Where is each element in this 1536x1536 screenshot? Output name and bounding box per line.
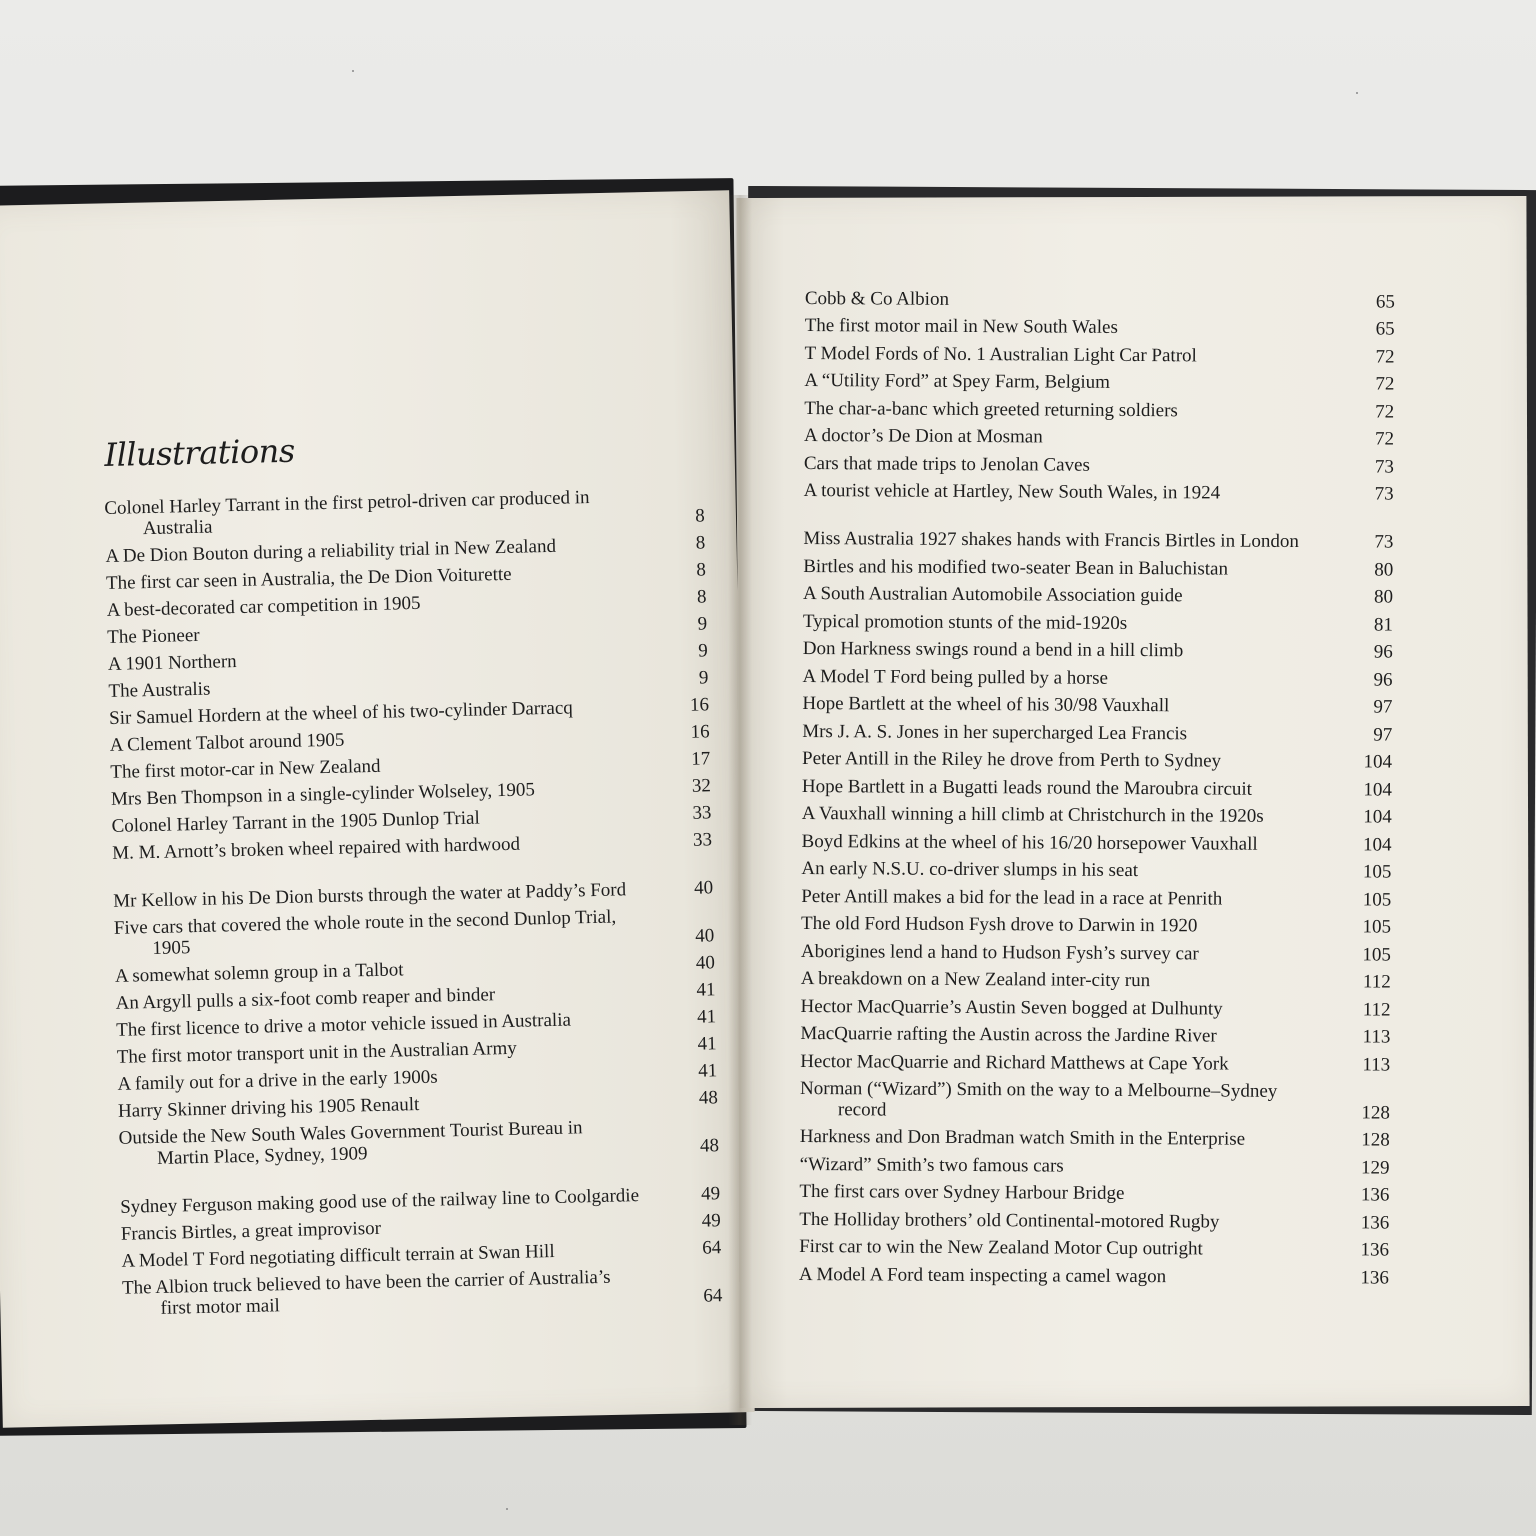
page-number: 105 bbox=[1362, 943, 1391, 966]
page-number: 72 bbox=[1374, 428, 1395, 450]
page-number: 41 bbox=[696, 1006, 717, 1028]
page-number: 40 bbox=[693, 877, 714, 899]
illustration-caption: Sydney Ferguson making good use of the railway line to Coolgardie bbox=[119, 1185, 640, 1218]
page-number: 136 bbox=[1360, 1211, 1390, 1234]
illustration-caption: Sir Samuel Hordern at the wheel of his two-cylinder Darracq bbox=[108, 697, 574, 729]
illustration-entry bbox=[803, 659, 1393, 690]
page-number: 104 bbox=[1363, 778, 1392, 801]
page-number: 16 bbox=[689, 694, 710, 716]
page-number: 112 bbox=[1362, 998, 1391, 1021]
illustration-caption: An early N.S.U. co-driver slumps in his seat bbox=[801, 857, 1139, 882]
page-number: 9 bbox=[698, 640, 708, 662]
illustration-caption: Aborigines lend a hand to Hudson Fysh’s survey car bbox=[800, 940, 1199, 964]
illustration-entry bbox=[801, 851, 1391, 882]
illustration-entry bbox=[801, 989, 1391, 1020]
page-number: 97 bbox=[1373, 696, 1393, 718]
illustration-entry bbox=[804, 363, 1394, 394]
illustration-caption: The Holliday brothers’ old Continental-motored Rugby bbox=[799, 1208, 1220, 1233]
page-number: 65 bbox=[1375, 290, 1395, 313]
page-number: 73 bbox=[1374, 483, 1394, 505]
page-number: 16 bbox=[690, 721, 710, 743]
illustration-caption: Hector MacQuarrie and Richard Matthews at Cape York bbox=[800, 1050, 1229, 1075]
illustration-caption: Peter Antill makes a bid for the lead in a race at Penrith bbox=[801, 885, 1223, 910]
page-number: 33 bbox=[692, 802, 712, 824]
illustration-entry bbox=[800, 1016, 1390, 1047]
illustration-caption: Don Harkness swings round a bend in a hill climb bbox=[802, 637, 1184, 662]
illustration-caption: A doctor’s De Dion at Mosman bbox=[803, 424, 1043, 448]
page-number: 72 bbox=[1375, 373, 1395, 395]
illustration-entry bbox=[803, 604, 1393, 635]
illustration-caption: The Pioneer bbox=[107, 624, 200, 648]
page-number: 81 bbox=[1373, 613, 1393, 636]
illustration-caption: A family out for a drive in the early 1900s bbox=[117, 1066, 438, 1095]
illustration-entry bbox=[799, 1202, 1389, 1233]
illustration-entry bbox=[804, 446, 1394, 477]
page-number: 48 bbox=[698, 1087, 719, 1109]
illustration-caption: The first car seen in Australia, the De Dion Voiturette bbox=[105, 563, 512, 594]
page-number: 65 bbox=[1375, 318, 1395, 340]
illustration-caption: Hope Bartlett in a Bugatti leads round the Maroubra circuit bbox=[801, 775, 1253, 800]
dust-speck bbox=[506, 1508, 508, 1510]
illustration-caption: Cars that made trips to Jenolan Caves bbox=[803, 452, 1090, 476]
page-number: 40 bbox=[694, 925, 715, 947]
page-number: 64 bbox=[702, 1237, 722, 1259]
illustration-caption: Five cars that covered the whole route in the second Dunlop Trial, 1905 bbox=[113, 906, 617, 960]
illustration-entry bbox=[800, 1119, 1390, 1150]
illustration-caption: A somewhat solemn group in a Talbot bbox=[114, 959, 404, 987]
illustration-entry bbox=[800, 1071, 1390, 1123]
page-number: 9 bbox=[698, 667, 709, 689]
illustration-caption: The first cars over Sydney Harbour Bridge bbox=[799, 1180, 1125, 1204]
illustration-caption: “Wizard” Smith’s two famous cars bbox=[799, 1153, 1064, 1177]
illustration-entry bbox=[804, 473, 1394, 504]
page-number: 9 bbox=[697, 613, 708, 635]
illustration-entry bbox=[803, 549, 1393, 580]
illustration-entry bbox=[800, 1044, 1390, 1075]
illustration-caption: The first motor mail in New South Wales bbox=[804, 314, 1118, 338]
page-number: 72 bbox=[1375, 400, 1395, 423]
book-gutter bbox=[728, 195, 752, 1425]
illustration-caption: Norman (“Wizard”) Smith on the way to a Melbourne–Sydney record bbox=[800, 1077, 1278, 1121]
illustration-caption: MacQuarrie rafting the Austin across the Jardine River bbox=[800, 1022, 1217, 1047]
page-number: 64 bbox=[703, 1285, 723, 1307]
illustration-caption: Hope Bartlett at the wheel of his 30/98 Vauxhall bbox=[802, 692, 1170, 717]
page-number: 8 bbox=[694, 505, 705, 527]
illustration-caption: A South Australian Automobile Association guide bbox=[803, 582, 1183, 607]
page-number: 136 bbox=[1360, 1184, 1390, 1206]
illustration-entry bbox=[802, 686, 1392, 717]
illustration-caption: Mr Kellow in his De Dion bursts through the water at Paddy’s Ford bbox=[113, 879, 627, 912]
page-number: 17 bbox=[690, 748, 711, 770]
illustration-caption: A “Utility Ford” at Spey Farm, Belgium bbox=[804, 369, 1111, 393]
dust-speck bbox=[1356, 92, 1358, 94]
page-number: 112 bbox=[1362, 971, 1391, 993]
page-number: 73 bbox=[1374, 531, 1394, 553]
illustration-caption: Francis Birtles, a great improvisor bbox=[120, 1217, 382, 1245]
illustration-caption: A De Dion Bouton during a reliability trial in New Zealand bbox=[105, 535, 557, 567]
page-number: 104 bbox=[1363, 806, 1392, 828]
page-number: 41 bbox=[697, 1033, 717, 1055]
page-number: 96 bbox=[1373, 668, 1393, 691]
page-number: 8 bbox=[695, 532, 706, 554]
page-number: 113 bbox=[1362, 1026, 1391, 1048]
page-number: 105 bbox=[1362, 888, 1392, 911]
illustration-entry bbox=[799, 1229, 1389, 1260]
left-illustration-list bbox=[104, 478, 723, 1319]
illustration-caption: Colonel Harley Tarrant in the first petrol-driven car produced in Australia bbox=[104, 486, 590, 540]
illustration-caption: A 1901 Northern bbox=[107, 651, 237, 675]
page-number: 129 bbox=[1361, 1156, 1390, 1179]
illustration-entry bbox=[801, 934, 1391, 965]
dust-speck bbox=[352, 70, 354, 72]
illustration-caption: Harry Skinner driving his 1905 Renault bbox=[117, 1094, 420, 1122]
illustration-caption: The char-a-banc which greeted returning soldiers bbox=[804, 397, 1178, 421]
page-number: 80 bbox=[1374, 586, 1394, 608]
illustration-caption: M. M. Arnott’s broken wheel repaired with hardwood bbox=[111, 833, 521, 864]
illustration-entry bbox=[801, 906, 1391, 937]
illustration-entry bbox=[803, 631, 1393, 662]
illustration-caption: A Model T Ford being pulled by a horse bbox=[802, 665, 1109, 689]
illustration-entry bbox=[802, 714, 1392, 745]
illustration-entry bbox=[799, 1174, 1389, 1205]
illustration-caption: The first motor-car in New Zealand bbox=[110, 755, 381, 783]
illustration-caption: T Model Fords of No. 1 Australian Light Car Patrol bbox=[804, 342, 1197, 366]
illustration-entry bbox=[800, 1147, 1390, 1178]
illustration-caption: Mrs J. A. S. Jones in her supercharged Lea Francis bbox=[802, 720, 1188, 744]
page-number: 128 bbox=[1361, 1129, 1390, 1151]
illustration-caption: Colonel Harley Tarrant in the 1905 Dunlop Trial bbox=[111, 807, 480, 837]
illustration-caption: Birtles and his modified two-seater Bean in Baluchistan bbox=[803, 555, 1229, 580]
page-number: 80 bbox=[1374, 558, 1394, 581]
illustration-entry bbox=[802, 769, 1392, 800]
illustrations-heading: Illustrations bbox=[104, 431, 296, 474]
illustration-caption: Miss Australia 1927 shakes hands with Francis Birtles in London bbox=[803, 527, 1300, 553]
illustration-caption: A Model A Ford team inspecting a camel wagon bbox=[798, 1263, 1167, 1287]
illustration-entry bbox=[802, 741, 1392, 772]
illustration-entry bbox=[804, 391, 1394, 422]
illustration-caption: The first licence to drive a motor vehicle issued in Australia bbox=[115, 1009, 572, 1041]
illustration-caption: Outside the New South Wales Government Tourist Bureau in Martin Place, Sydney, 1909 bbox=[118, 1117, 583, 1169]
illustration-entry bbox=[804, 336, 1394, 367]
page-number: 33 bbox=[692, 829, 713, 851]
page-number: 136 bbox=[1360, 1239, 1390, 1261]
illustration-entry bbox=[804, 418, 1394, 449]
illustration-caption: Peter Antill in the Riley he drove from Perth to Sydney bbox=[802, 747, 1222, 772]
illustration-caption: Cobb & Co Albion bbox=[804, 287, 950, 310]
illustration-caption: First car to win the New Zealand Motor Cup outright bbox=[799, 1235, 1203, 1260]
page-number: 72 bbox=[1375, 345, 1395, 368]
page-number: 73 bbox=[1374, 455, 1394, 478]
page-number: 96 bbox=[1373, 641, 1393, 663]
page-number: 136 bbox=[1360, 1266, 1389, 1289]
illustration-entry bbox=[805, 308, 1395, 339]
illustration-caption: Boyd Edkins at the wheel of his 16/20 horsepower Vauxhall bbox=[801, 830, 1258, 855]
illustration-caption: The first motor transport unit in the Australian Army bbox=[116, 1037, 517, 1068]
illustration-caption: Mrs Ben Thompson in a single-cylinder Wolseley, 1905 bbox=[110, 779, 536, 810]
page-number: 41 bbox=[698, 1060, 718, 1082]
page-number: 128 bbox=[1361, 1101, 1390, 1124]
page-number: 8 bbox=[696, 559, 707, 581]
illustration-caption: The Australis bbox=[108, 678, 211, 702]
page-number: 104 bbox=[1363, 833, 1392, 856]
page-number: 41 bbox=[696, 979, 716, 1001]
illustration-caption: A breakdown on a New Zealand inter-city run bbox=[800, 967, 1151, 992]
illustration-caption: The old Ford Hudson Fysh drove to Darwin in 1920 bbox=[801, 912, 1198, 937]
illustration-caption: A Clement Talbot around 1905 bbox=[109, 729, 345, 756]
page-number: 49 bbox=[701, 1210, 721, 1232]
illustration-entry bbox=[805, 281, 1395, 312]
illustration-caption: A tourist vehicle at Hartley, New South Wales, in 1924 bbox=[803, 479, 1221, 504]
page-number: 8 bbox=[696, 586, 707, 608]
page-number: 32 bbox=[691, 775, 712, 797]
page-number: 104 bbox=[1363, 751, 1393, 773]
page-number: 49 bbox=[700, 1183, 721, 1205]
illustration-entry bbox=[801, 879, 1391, 910]
illustration-entry bbox=[803, 501, 1393, 553]
illustration-caption: A Model T Ford negotiating difficult terrain at Swan Hill bbox=[121, 1240, 555, 1272]
page-number: 105 bbox=[1362, 861, 1392, 883]
illustration-caption: Typical promotion stunts of the mid-1920s bbox=[802, 610, 1128, 634]
page-number: 48 bbox=[699, 1135, 720, 1157]
illustration-caption: Hector MacQuarrie’s Austin Seven bogged at Dulhunty bbox=[800, 995, 1223, 1020]
illustration-caption: A best-decorated car competition in 1905 bbox=[106, 592, 421, 621]
illustration-caption: A Vauxhall winning a hill climb at Christchurch in the 1920s bbox=[801, 802, 1264, 827]
illustration-entry bbox=[802, 824, 1392, 855]
illustration-caption: An Argyll pulls a six-foot comb reaper and binder bbox=[115, 984, 496, 1014]
right-illustration-list bbox=[799, 281, 1395, 1288]
illustration-entry bbox=[803, 576, 1393, 607]
page-number: 105 bbox=[1362, 916, 1392, 938]
page-number: 40 bbox=[695, 952, 716, 974]
illustration-caption: Harkness and Don Bradman watch Smith in the Enterprise bbox=[799, 1125, 1246, 1150]
illustration-entry bbox=[802, 796, 1392, 827]
page-number: 97 bbox=[1373, 723, 1393, 746]
illustration-entry bbox=[801, 961, 1391, 992]
illustration-entry bbox=[799, 1257, 1389, 1288]
illustration-caption: The Albion truck believed to have been the carrier of Australia’s first motor mail bbox=[121, 1266, 611, 1319]
page-number: 113 bbox=[1362, 1053, 1391, 1076]
